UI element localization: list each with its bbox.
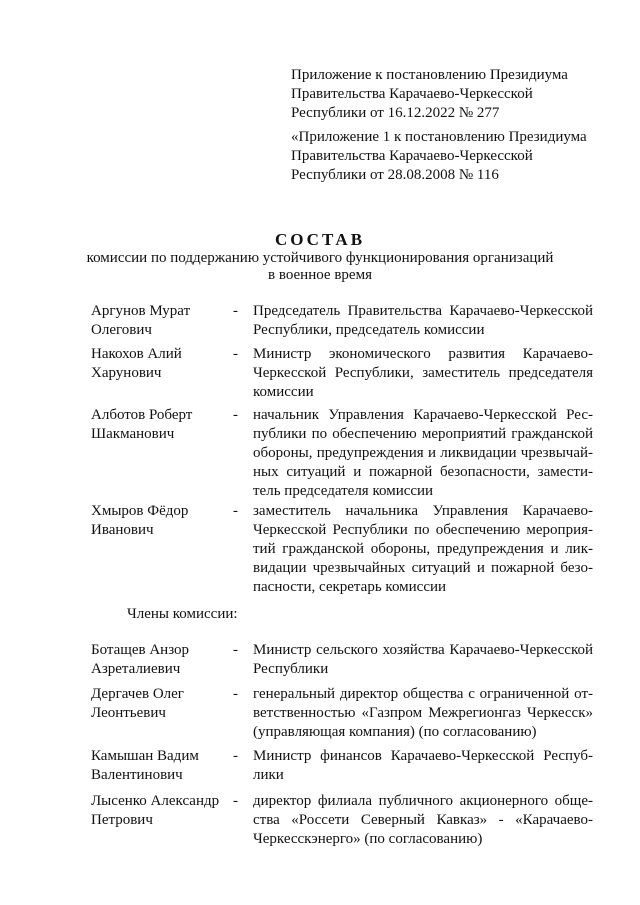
role-line: Республики, председатель комиссии [253,322,485,338]
separator-dash: - [233,686,238,702]
role-line: комиссии [253,384,314,400]
role-line: Черкесскэнерго» (по согласованию) [253,831,483,847]
role-line: Республики [253,661,329,677]
person-name [91,792,231,830]
role-line: пасности, секретарь комиссии [253,579,447,595]
separator-dash: - [233,407,238,423]
separator-dash: - [233,793,238,809]
name-line: Петрович [91,812,153,828]
separator-dash: - [233,503,238,519]
separator-dash: - [233,748,238,764]
role-line: видации чрезвычайных ситуаций и пожарной безо- [253,560,593,576]
name-line: Накохов Алий [91,346,182,362]
appendix-previous-line: Правительства Карачаево-Черкесской [291,148,533,164]
role-line: обороны, предупреждения и ликвидации чрезвычай- [253,445,593,461]
person-name [91,502,231,540]
separator-dash: - [233,303,238,319]
separator-dash: - [233,642,238,658]
person-role [253,792,593,849]
person-role [253,641,593,679]
appendix-current-line: Правительства Карачаево-Черкесской [291,86,533,102]
role-line: заместитель начальника Управления Карачаево- [253,503,593,519]
person-role [253,502,593,597]
appendix-current-line: Республики от 16.12.2022 № 277 [291,105,500,121]
person-name [91,747,231,785]
name-line: Лысенко Александр [91,793,220,809]
name-line: Алботов Роберт [91,407,193,423]
document-subtitle [60,250,580,284]
person-role [253,747,593,785]
name-line: Валентинович [91,767,183,783]
role-line: тель председателя комиссии [253,483,434,499]
person-role [253,406,593,501]
name-line: Дергачев Олег [91,686,184,702]
name-line: Олегович [91,322,152,338]
subtitle-line: в военное время [268,267,372,283]
person-name [91,345,231,383]
role-line: Черкесской Республики по обеспечению мероприя- [253,522,593,538]
appendix-previous-reference [291,128,611,185]
role-line: ветственностью «Газпром Межрегионгаз Черкесск» [253,705,593,721]
role-line: ства «Россети Северный Кавказ» - «Карачаево- [253,812,593,828]
name-line: Шакманович [91,426,175,442]
name-line: Ботащев Анзор [91,642,190,658]
role-line: начальник Управления Карачаево-Черкесской Рес- [253,407,593,423]
person-name [91,406,231,444]
role-line: публики по обеспечению мероприятий гражданской [253,426,593,442]
role-line: директор филиала публичного акционерного обще- [253,793,593,809]
role-line: Министр финансов Карачаево-Черкесской Респуб- [253,748,593,764]
appendix-previous-line: Республики от 28.08.2008 № 116 [291,167,499,183]
role-line: Министр сельского хозяйства Карачаево-Черкесской [253,642,593,658]
name-line: Камышан Вадим [91,748,199,764]
role-line: Министр экономического развития Карачаево- [253,346,593,362]
role-line: Черкесской Республики, заместитель председателя [253,365,593,381]
name-line: Иванович [91,522,154,538]
subtitle-line: комиссии по поддержанию устойчивого функционирования организаций [86,250,554,266]
person-role [253,685,593,742]
members-heading: Члены комиссии: [127,606,238,622]
role-line: генеральный директор общества с ограниченной от- [253,686,593,702]
appendix-current-line: Приложение к постановлению Президиума [291,67,568,83]
appendix-current-reference [291,66,611,123]
role-line: (управляющая компания) (по согласованию) [253,724,537,740]
name-line: Харунович [91,365,162,381]
person-name [91,302,231,340]
person-name [91,685,231,723]
separator-dash: - [233,346,238,362]
name-line: Аргунов Мурат [91,303,191,319]
name-line: Хмыров Фёдор [91,503,189,519]
name-line: Азреталиевич [91,661,181,677]
appendix-previous-line: «Приложение 1 к постановлению Президиума [291,129,587,145]
person-name [91,641,231,679]
role-line: тий гражданской обороны, предупреждения и лик- [253,541,593,557]
person-role [253,302,593,340]
document-title: СОСТАВ [274,230,366,249]
person-role [253,345,593,402]
role-line: Председатель Правительства Карачаево-Черкесской [253,303,593,319]
role-line: лики [253,767,284,783]
name-line: Леонтьевич [91,705,166,721]
role-line: ных ситуаций и пожарной безопасности, замести- [253,464,593,480]
